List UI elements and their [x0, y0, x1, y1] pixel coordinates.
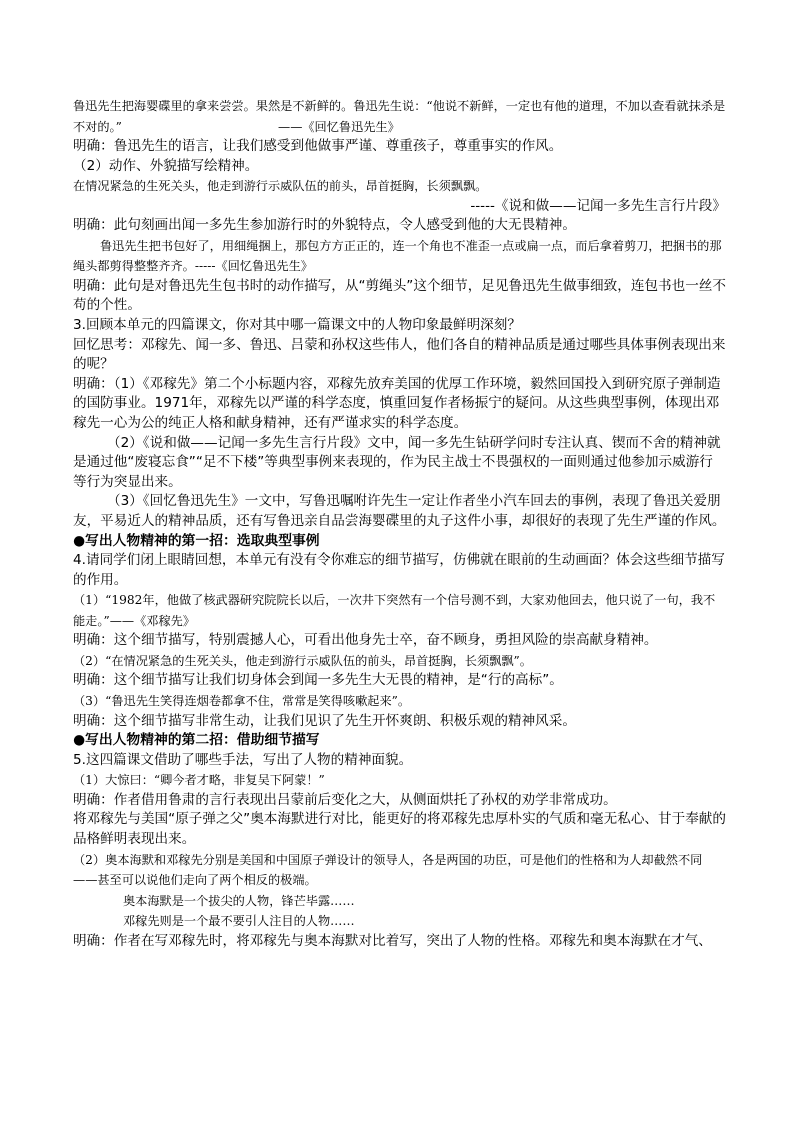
quote-line: 邓稼先则是一个最不要引人注目的人物……	[123, 914, 355, 929]
answer-paragraph: （2）《说和做——记闻一多先生言行片段》文中，闻一多先生钻研学问时专注认真、锲而不舍的精神就是通过他“废寝忘食”“足不下楼”等典型事例来表现的，作为民主战士不畏强权的一面则通过他参加示威游行等行为突显出来。	[73, 434, 721, 490]
question: 3.回顾本单元的四篇课文，你对其中哪一篇课文中的人物印象最鲜明深刻？	[73, 317, 521, 334]
quote-paragraph: （1）大惊曰：“卿今者才略，非复吴下阿蒙！”	[73, 773, 325, 788]
quote-paragraph: （1）“1982年，他做了核武器研究院院长以后，一次井下突然有一个信号测不到，大家劝他回去，他只说了一句，我不能走。”——《邓稼先》	[73, 593, 716, 628]
tip-heading: ●写出人物精神的第一招：选取典型事例	[73, 532, 320, 549]
answer-paragraph: 明确：此句是对鲁迅先生包书时的动作描写，从“剪绳头”这个细节，足见鲁迅先生做事细致，连包书也一丝不苟的个性。	[73, 277, 726, 314]
question: 4.请同学们闭上眼睛回想，本单元有没有令你难忘的细节描写，仿佛就在眼前的生动画面？体会这些细节描写的作用。	[73, 552, 725, 588]
source-citation: -----《说和做——记闻一多先生言行片段》	[470, 197, 726, 214]
answer-paragraph: 明确：（1）《邓稼先》第二个小标题内容，邓稼先放弃美国的优厚工作环境，毅然回国投入到研究原子弹制造的国防事业。1971年，邓稼先以严谨的科学态度，慎重回复作者杨振宁的疑问。从这些典型事例，体现出邓稼先一心为公的纯正人格和献身精神，还有严谨求实的科学态度。	[73, 375, 721, 432]
answer-paragraph: 明确：鲁迅先生的语言，让我们感受到他做事严谨、尊重孩子，尊重事实的作风。	[73, 138, 563, 154]
subheading: （2）动作、外貌描写绘精神。	[73, 157, 259, 174]
quote-line: 奥本海默是一个拔尖的人物，锋芒毕露……	[123, 893, 355, 908]
answer-paragraph: 明确：此句刻画出闻一多先生参加游行时的外貌特点，令人感受到他的大无畏精神。	[73, 217, 576, 234]
source-citation: ——《回忆鲁迅先生》	[278, 119, 400, 134]
answer-paragraph: 将邓稼先与美国“原子弹之父”奥本海默进行对比，能更好的将邓稼先忠厚朴实的气质和毫无私心、甘于奉献的品格鲜明表现出来。	[73, 811, 726, 848]
question: 5.这四篇课文借助了哪些手法，写出了人物的精神面貌。	[73, 751, 413, 768]
answer-paragraph: 明确：这个细节描写，特别震撼人心，可看出他身先士卒，奋不顾身，勇担风险的崇高献身精神。	[73, 632, 658, 649]
quote-paragraph: 鲁迅先生把书包好了，用细绳捆上，那包方方正正的，连一个角也不准歪一点或扁一点，而后拿着剪刀，把捆书的那绳头都剪得整整齐齐。-----《回忆鲁迅先生》	[73, 238, 722, 274]
answer-paragraph: 明确：作者借用鲁肃的言行表现出吕蒙前后变化之大，从侧面烘托了孙权的劝学非常成功。	[73, 791, 617, 808]
quote-paragraph: （2）“在情况紧急的生死关头，他走到游行示威队伍的前头，昂首挺胸，长须飘飘”。	[73, 653, 532, 668]
tip-heading: ●写出人物精神的第二招：借助细节描写	[73, 732, 320, 749]
quote-paragraph: 在情况紧急的生死关头，他走到游行示威队伍的前头，昂首挺胸，长须飘飘。	[73, 179, 488, 194]
quote-paragraph: （3）“鲁迅先生笑得连烟卷都拿不住，常常是笑得咳嗽起来”。	[73, 694, 411, 709]
answer-paragraph: 明确：这个细节描写让我们切身体会到闻一多先生大无畏的精神，是“行的高标”。	[73, 672, 563, 689]
quote-paragraph: 鲁迅先生把海婴碟里的拿来尝尝。果然是不新鲜的。鲁迅先生说：“他说不新鲜，一定也有他的道理，不加以查看就抹杀是不对的。”	[73, 99, 726, 134]
quote-paragraph: （2）奥本海默和邓稼先分别是美国和中国原子弹设计的领导人，各是两国的功臣，可是他们的性格和为人却截然不同——甚至可以说他们走向了两个相反的极端。	[73, 852, 703, 888]
answer-paragraph: 明确：作者在写邓稼先时，将邓稼先与奥本海默对比着写，突出了人物的性格。邓稼先和奥本海默在才气、	[73, 932, 712, 949]
answer-paragraph: （3）《回忆鲁迅先生》一文中，写鲁迅嘱咐许先生一定让作者坐小汽车回去的事例，表现了鲁迅关爱朋友，平易近人的精神品质，还有写鲁迅亲自品尝海婴碟里的丸子这件小事，却很好的表现了先生严谨的作风。	[73, 493, 726, 529]
answer-paragraph: 明确：这个细节描写非常生动，让我们见识了先生开怀爽朗、积极乐观的精神风采。	[73, 712, 576, 729]
answer-paragraph: 回忆思考：邓稼先、闻一多、鲁迅、吕蒙和孙权这些伟人，他们各自的精神品质是通过哪些具体事例表现出来的呢？	[73, 336, 726, 373]
